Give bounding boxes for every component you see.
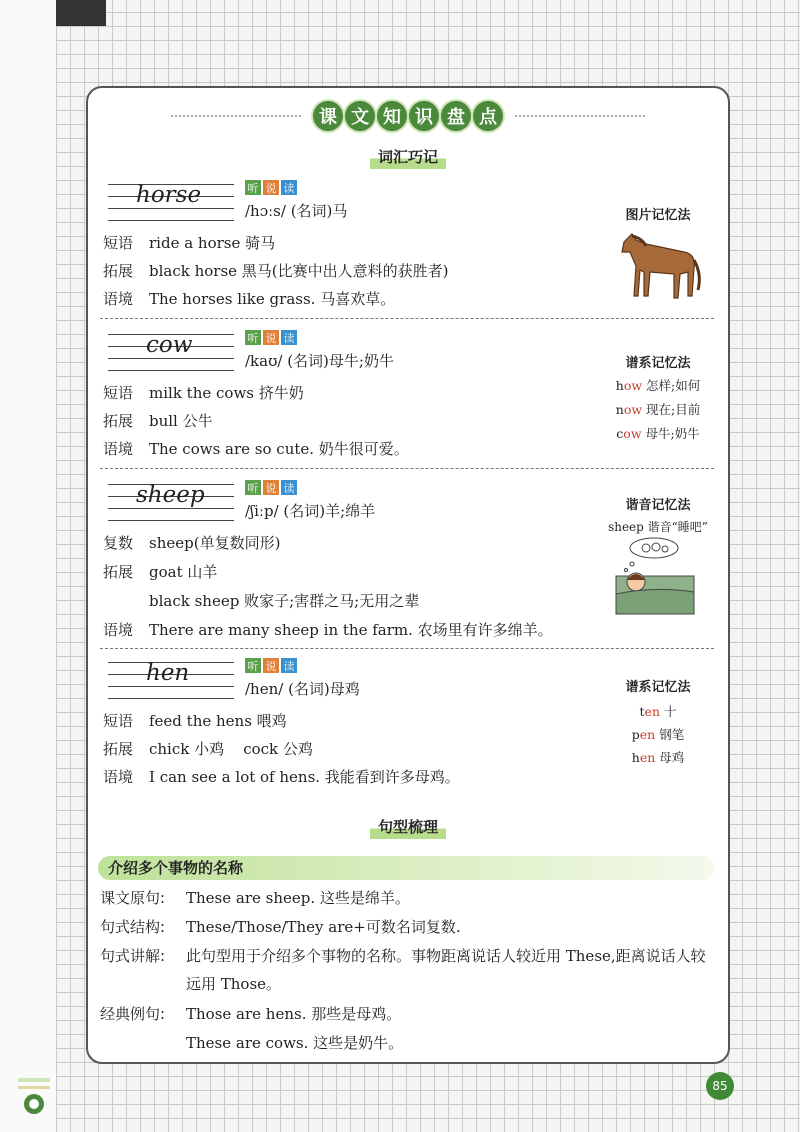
sentence-label: 句式讲解: [100, 947, 166, 965]
row-text: bull 公牛 [149, 412, 213, 430]
section-banner [88, 98, 728, 134]
row-label: 语境 [103, 621, 134, 639]
row-label: 语境 [103, 440, 134, 458]
sentence-title: 句型梳理 [88, 816, 728, 839]
read-badge: 读 [281, 330, 297, 345]
word-writing-lines [108, 658, 234, 692]
entry-row [103, 738, 313, 759]
row-text: feed the hens 喂鸡 [149, 712, 287, 730]
memory-line: hen 母鸡 [631, 750, 685, 765]
row-text: milk the cows 挤牛奶 [149, 384, 304, 402]
entry-separator [100, 318, 714, 319]
sentence-text: These/Those/They are+可数名词复数. [186, 918, 461, 936]
entry-row [103, 590, 419, 611]
row-text: I can see a lot of hens. 我能看到许多母鸡。 [149, 768, 460, 786]
page-number: 85 [706, 1072, 734, 1100]
listen-badge: 听 [245, 480, 261, 495]
sentence-label: 句式结构: [100, 918, 166, 936]
entry-row [103, 232, 275, 253]
vocab-word: cow [146, 332, 193, 358]
left-margin [0, 0, 56, 1132]
entry-separator [100, 648, 714, 649]
row-label: 拓展 [103, 563, 134, 581]
entry-row [103, 260, 449, 281]
memory-line: ten 十 [639, 704, 677, 719]
vocab-word: sheep [136, 482, 205, 508]
sentence-row [100, 942, 716, 998]
entry-row [103, 619, 553, 640]
memory-title: 谱系记忆法 [625, 680, 691, 695]
horse-illustration [614, 230, 704, 302]
memory-title: 谐音记忆法 [625, 498, 691, 513]
word-writing-lines [108, 180, 234, 214]
row-label: 短语 [103, 234, 134, 252]
memory-note: sheep 谐音“睡吧” [608, 520, 708, 534]
sentence-row [100, 1029, 716, 1057]
entry-row [103, 766, 460, 787]
vocab-entry-cow [98, 330, 718, 460]
sentence-text: Those are hens. 那些是母鸡。 [186, 1005, 402, 1023]
word-writing-lines [108, 330, 234, 364]
word-writing-lines [108, 480, 234, 514]
memory-line: now 现在;目前 [615, 402, 701, 417]
entry-row [103, 288, 395, 309]
banner-char: 识 [409, 101, 439, 131]
sentence-row [100, 1000, 716, 1028]
entry-row [103, 710, 287, 731]
sentence-label: 课文原句: [100, 889, 166, 907]
row-label: 短语 [103, 384, 134, 402]
read-badge: 读 [281, 180, 297, 195]
banner-char: 文 [345, 101, 375, 131]
speak-badge: 说 [263, 180, 279, 195]
vocab-word: hen [146, 660, 190, 686]
phonetic: /hen/ (名词)母鸡 [245, 680, 360, 698]
publisher-logo-icon [14, 1074, 54, 1124]
memory-line: how 怎样;如何 [615, 378, 701, 393]
row-label: 语境 [103, 290, 134, 308]
entry-separator [100, 468, 714, 469]
row-text: There are many sheep in the farm. 农场里有许多绵羊。 [149, 621, 553, 639]
memory-line: cow 母牛;奶牛 [616, 426, 700, 441]
speak-badge: 说 [263, 330, 279, 345]
corner-mark [56, 0, 106, 26]
entry-row [103, 561, 217, 582]
phonetic: /ʃiːp/ (名词)羊;绵羊 [245, 502, 376, 520]
row-text: goat 山羊 [149, 563, 218, 581]
read-badge: 读 [281, 480, 297, 495]
row-text: ride a horse 骑马 [149, 234, 276, 252]
listen-speak-read-badges [245, 480, 297, 495]
entry-row [103, 410, 213, 431]
speak-badge: 说 [263, 480, 279, 495]
sentence-label: 经典例句: [100, 1005, 166, 1023]
memory-line: pen 钢笔 [631, 727, 685, 742]
listen-speak-read-badges [245, 330, 297, 345]
speak-badge: 说 [263, 658, 279, 673]
content-card [86, 86, 730, 1064]
listen-speak-read-badges [245, 180, 297, 195]
sentence-text: These are sheep. 这些是绵羊。 [186, 889, 410, 907]
banner-char: 知 [377, 101, 407, 131]
listen-speak-read-badges [245, 658, 297, 673]
row-label: 语境 [103, 768, 134, 786]
sentence-row [100, 913, 716, 941]
sentence-text: These are cows. 这些是奶牛。 [186, 1034, 404, 1052]
row-text: black horse 黑马(比赛中出人意料的获胜者) [149, 262, 449, 280]
row-label: 拓展 [103, 412, 134, 430]
phonetic: /hɔːs/ (名词)马 [245, 202, 348, 220]
memory-title: 图片记忆法 [625, 208, 691, 223]
row-label: 拓展 [103, 262, 134, 280]
banner-char: 点 [473, 101, 503, 131]
sentence-row [100, 884, 716, 912]
vocab-entry-horse [98, 180, 718, 310]
row-text: sheep(单复数同形) [149, 534, 281, 552]
memory-title: 谱系记忆法 [625, 356, 691, 371]
sentence-text: 此句型用于介绍多个事物的名称。事物距离说话人较近用 These,距离说话人较远用 Those。 [186, 947, 706, 993]
vocab-entry-sheep [98, 480, 718, 640]
banner-dots-left [171, 115, 301, 117]
sleeping-child-illustration [614, 536, 696, 616]
listen-badge: 听 [245, 330, 261, 345]
listen-badge: 听 [245, 658, 261, 673]
vocab-word: horse [136, 182, 202, 208]
vocab-entry-hen [98, 658, 718, 788]
banner-char: 课 [313, 101, 343, 131]
row-text: black sheep 败家子;害群之马;无用之辈 [149, 592, 420, 610]
entry-row [103, 382, 304, 403]
row-text: The horses like grass. 马喜欢草。 [149, 290, 396, 308]
entry-row [103, 532, 280, 553]
row-label: 拓展 [103, 740, 134, 758]
row-label: 短语 [103, 712, 134, 730]
phonetic: /kaʊ/ (名词)母牛;奶牛 [245, 352, 394, 370]
read-badge: 读 [281, 658, 297, 673]
row-text: The cows are so cute. 奶牛很可爱。 [149, 440, 409, 458]
banner-dots-right [515, 115, 645, 117]
vocab-title: 词汇巧记 [88, 146, 728, 169]
listen-badge: 听 [245, 180, 261, 195]
banner-char: 盘 [441, 101, 471, 131]
row-label: 复数 [103, 534, 134, 552]
entry-row [103, 438, 409, 459]
banner-title [313, 101, 503, 131]
sentence-section-heading: 介绍多个事物的名称 [98, 856, 714, 880]
row-text: chick 小鸡 cock 公鸡 [149, 740, 313, 758]
